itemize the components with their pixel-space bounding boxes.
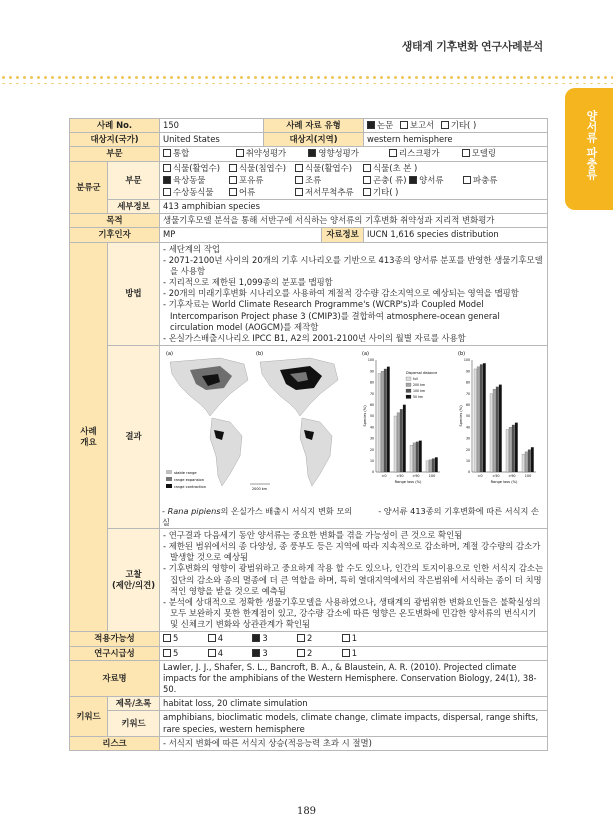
- chart-title-1: (b): [458, 351, 466, 358]
- sector-checkbox-3[interactable]: [389, 149, 397, 157]
- bar-1-1-2: [496, 387, 499, 472]
- taxon-checkbox-7[interactable]: [295, 176, 303, 184]
- climate-factor-label: 기후인자: [70, 228, 160, 242]
- result-figure-svg: [160, 346, 542, 506]
- applicability-option-4: 1: [351, 633, 358, 644]
- bar-1-3-2: [528, 450, 531, 472]
- y-tick-1-0: 0: [467, 470, 471, 475]
- bar-0-3-0: [426, 461, 429, 472]
- row-detail: [70, 200, 548, 214]
- y-tick-1-5: 50: [465, 414, 471, 419]
- discussion-content: [160, 528, 548, 632]
- bar-1-2-0: [506, 430, 509, 473]
- method-line-3: - 20개의 미래기후변화 시나리오를 사용하여 계절적 강수량 감소지역으로 예상되는 영역을 맵핑함: [163, 288, 519, 299]
- bar-1-0-1: [477, 367, 480, 472]
- method-label: 방법: [108, 242, 160, 346]
- row-purpose: [70, 214, 548, 228]
- y-tick-1-8: 80: [465, 380, 471, 385]
- row-urgency: [70, 646, 548, 660]
- taxon-checkbox-14[interactable]: [363, 188, 371, 196]
- y-tick-1-10: 100: [463, 358, 471, 363]
- purpose-value: 생물기후모델 분석을 통해 서반구에 서식하는 양서류의 기후변화 취약성과 지리적 변화평가: [160, 214, 548, 228]
- urgency-option-1: 4: [217, 647, 224, 658]
- discussion-line-1: - 제한된 범위에서의 종 다양성, 종 풍부도 등은 지역에 따라 지속적으로 감소하며, 계절 강수량의 감소가 발생할 것으로 예상됨: [163, 541, 541, 563]
- keyword-kw-value: amphibians, bioclimatic models, climate change, climate impacts, dispersal, range shifts, rare species, western hemisphere: [160, 711, 548, 736]
- header-band: [0, 0, 613, 72]
- discussion-line-0: - 연구결과 다음세기 동안 양서류는 중요한 변화를 겪을 가능성이 큰 것으로 확인됨: [163, 529, 463, 540]
- legend-swatch-0-3: [406, 395, 411, 399]
- taxon-checkbox-0[interactable]: [163, 164, 171, 172]
- taxon-option-6: 포유류: [239, 174, 264, 185]
- applicability-option-3: 2: [307, 633, 313, 644]
- bar-0-0-1: [381, 371, 384, 472]
- legend-title-0: Dispersal distance: [406, 371, 438, 376]
- map-legend: [166, 470, 206, 489]
- y-tick-0-7: 70: [369, 391, 375, 396]
- bar-1-3-3: [531, 447, 534, 472]
- bar-0-2-3: [419, 441, 422, 472]
- map-b: [260, 358, 338, 486]
- taxon-checkbox-11[interactable]: [163, 188, 171, 196]
- legend-stable: stable range: [174, 471, 197, 476]
- taxon-options: [160, 161, 548, 200]
- y-tick-1-2: 20: [465, 447, 471, 452]
- scale-label: 2000 km: [252, 487, 267, 492]
- taxon-group-label: 분류군: [70, 161, 108, 214]
- applicability-option-2: 3: [262, 633, 268, 644]
- urgency-checkbox-3[interactable]: [297, 649, 305, 657]
- caption-right: - 양서류 413종의 기후변화에 따른 서식지 손실: [162, 506, 539, 527]
- y-tick-1-3: 30: [465, 436, 471, 441]
- row-climate-factor: [70, 228, 548, 242]
- legend-label-0-0: full: [413, 377, 418, 382]
- sector-label: 부문: [70, 147, 160, 161]
- applicability-option-0: 5: [173, 633, 179, 644]
- taxon-checkbox-12[interactable]: [229, 188, 237, 196]
- bar-0-3-2: [432, 459, 435, 472]
- x-tick-1-0: >0: [477, 474, 483, 479]
- taxon-checkbox-10[interactable]: [463, 176, 471, 184]
- target-region-label: 대상지(지역): [264, 133, 364, 147]
- y-label-1: Species (%): [459, 405, 464, 427]
- y-tick-1-6: 60: [465, 403, 471, 408]
- method-content: [160, 242, 548, 346]
- taxon-checkbox-8[interactable]: [363, 176, 371, 184]
- bar-1-2-3: [515, 423, 518, 472]
- target-country-value: United States: [160, 133, 264, 147]
- map-a-label: (a): [166, 351, 173, 358]
- taxon-option-14: 기타( ): [373, 186, 399, 197]
- discussion-label: 고찰 (제안/의견): [108, 528, 160, 632]
- caption-left: 의 온실가스 배출시 서식지 변화 모의: [220, 506, 353, 517]
- bar-1-1-3: [499, 385, 502, 472]
- urgency-option-2: 3: [262, 647, 268, 658]
- taxon-option-3: 식물(초 본 ): [373, 162, 418, 173]
- y-tick-1-7: 70: [465, 391, 471, 396]
- detail-value: 413 amphibian species: [160, 200, 548, 214]
- method-line-0: - 세단계의 작업: [163, 243, 220, 254]
- taxon-checkbox-6[interactable]: [229, 176, 237, 184]
- y-tick-0-3: 30: [369, 436, 375, 441]
- target-country-label: 대상지(국가): [70, 133, 160, 147]
- urgency-checkbox-0[interactable]: [163, 649, 171, 657]
- header-dots: [0, 74, 613, 84]
- y-tick-0-2: 20: [369, 447, 375, 452]
- sector-option-3: 리스크평가: [399, 148, 440, 159]
- bar-0-1-1: [397, 413, 400, 472]
- legend-swatch-0-0: [406, 377, 411, 381]
- row-sector: [70, 147, 548, 161]
- side-tab-label: 양서류 파충류: [585, 110, 598, 180]
- taxon-checkbox-3[interactable]: [363, 164, 371, 172]
- bar-1-0-2: [480, 365, 483, 473]
- taxon-option-7: 조류: [305, 174, 322, 185]
- method-line-2: - 지리적으로 제한된 1,099종의 분포를 맵핑함: [163, 277, 333, 288]
- sector-option-1: 취약성평가: [245, 148, 287, 159]
- y-tick-1-9: 90: [465, 369, 471, 374]
- type-checkbox-0[interactable]: [367, 121, 375, 129]
- keyword-title-label: 제목/초록: [108, 697, 160, 711]
- sector-option-2: 영향성평가: [318, 148, 359, 159]
- row-target: [70, 133, 548, 147]
- taxon-checkbox-9[interactable]: [409, 176, 417, 184]
- x-tick-1-2: >90: [508, 474, 516, 479]
- row-reference: [70, 660, 548, 697]
- sector-checkbox-0[interactable]: [163, 149, 171, 157]
- bar-1-1-1: [493, 389, 496, 472]
- type-checkbox-1[interactable]: [400, 121, 408, 129]
- applicability-checkbox-3[interactable]: [297, 634, 305, 642]
- urgency-checkbox-4[interactable]: [342, 649, 350, 657]
- legend-contraction: range contraction: [174, 485, 207, 490]
- taxon-option-1: 식물(침엽수): [239, 162, 287, 173]
- bar-chart-a: [362, 351, 440, 484]
- map-b-label: (b): [256, 351, 264, 358]
- bar-0-2-2: [416, 442, 419, 472]
- sector-checkbox-1[interactable]: [236, 149, 244, 157]
- taxon-option-10: 파충류: [473, 174, 498, 185]
- taxon-option-12: 어류: [239, 186, 256, 197]
- taxon-option-8: 곤충( 류): [373, 174, 407, 185]
- urgency-option-0: 5: [173, 647, 179, 658]
- x-tick-0-0: >0: [381, 474, 387, 479]
- y-tick-1-4: 40: [465, 425, 471, 430]
- header-title: 생태계 기후변화 연구사례분석: [401, 40, 543, 53]
- map-a: [170, 358, 248, 486]
- y-tick-0-4: 40: [369, 425, 375, 430]
- x-tick-0-3: 100: [428, 474, 436, 479]
- taxon-sub-label: 부문: [108, 161, 160, 200]
- applicability-checkbox-2[interactable]: [252, 634, 260, 642]
- detail-label: 세부정보: [108, 200, 160, 214]
- bar-1-2-2: [512, 425, 515, 472]
- x-tick-0-1: >50: [396, 474, 404, 479]
- bar-1-2-1: [509, 427, 512, 472]
- legend-label-0-3: 50 km: [413, 395, 424, 400]
- bar-0-3-3: [435, 458, 438, 473]
- case-overview-label: 사례 개요: [70, 242, 108, 632]
- urgency-options: [160, 646, 548, 660]
- data-info-label: 자료정보: [322, 228, 364, 242]
- case-table: [69, 118, 548, 751]
- bar-1-0-0: [474, 369, 477, 472]
- applicability-options: [160, 632, 548, 646]
- y-tick-0-5: 50: [369, 414, 375, 419]
- case-table-wrap: [69, 118, 547, 751]
- purpose-label: 목적: [70, 214, 160, 228]
- bar-1-3-0: [522, 454, 525, 472]
- legend-swatch-0-2: [406, 389, 411, 393]
- x-label-1: Range loss (%): [490, 480, 518, 485]
- target-region-value: western hemisphere: [364, 133, 548, 147]
- applicability-checkbox-0[interactable]: [163, 634, 171, 642]
- map-panel: [166, 351, 338, 491]
- bar-chart-b: [458, 351, 536, 484]
- keyword-kw-label: 키워드: [108, 711, 160, 736]
- bar-1-3-1: [525, 452, 528, 472]
- sector-options: [160, 147, 548, 161]
- bar-0-0-2: [384, 369, 387, 472]
- urgency-checkbox-2[interactable]: [252, 649, 260, 657]
- case-no-label: 사례 No.: [70, 119, 160, 133]
- sector-option-4: 모델링: [471, 148, 496, 159]
- data-info-value: IUCN 1,616 species distribution: [364, 228, 548, 242]
- bar-0-1-0: [394, 416, 397, 472]
- bar-0-2-0: [410, 445, 413, 472]
- y-tick-0-8: 80: [369, 380, 375, 385]
- bar-0-1-3: [403, 405, 406, 472]
- side-tab: [565, 88, 613, 210]
- taxon-option-9: 양서류: [419, 174, 444, 185]
- row-keyword-kw: [70, 711, 548, 736]
- row-discussion: [70, 528, 548, 632]
- method-line-4: - 기후자료는 World Climate Research Programme's (WCRP's)과 Coupled Model Intercomparison Project phase 3 (CMIP3)를 결합하여 atmosphere-ocean general circulation model (AOGCM)를 제작함: [163, 299, 500, 332]
- legend-swatch-0-1: [406, 383, 411, 387]
- x-label-0: Range loss (%): [394, 480, 422, 485]
- bar-0-0-0: [378, 374, 381, 473]
- taxon-checkbox-13[interactable]: [295, 188, 303, 196]
- case-no-value: 150: [160, 119, 264, 133]
- y-tick-1-1: 10: [465, 459, 471, 464]
- reference-label: 자료명: [70, 660, 160, 697]
- taxon-checkbox-5[interactable]: [163, 176, 171, 184]
- row-risk: [70, 736, 548, 750]
- legend-label-0-2: 100 km: [413, 389, 426, 394]
- urgency-option-4: 1: [351, 647, 358, 658]
- row-case-no: [70, 119, 548, 133]
- sector-checkbox-2[interactable]: [308, 149, 316, 157]
- y-tick-0-6: 60: [369, 403, 375, 408]
- row-applicability: [70, 632, 548, 646]
- y-tick-0-0: 0: [371, 470, 375, 475]
- reference-value: Lawler, J. J., Shafer, S. L., Bancroft, B. A., & Blaustein, A. R. (2010). Projected climate impacts for the amphibians of the Western Hemisphere. Conservation Biology, 24(1), 38-50.: [160, 660, 548, 697]
- keyword-title-value: habitat loss, 20 climate simulation: [160, 697, 548, 711]
- x-tick-0-2: >90: [412, 474, 420, 479]
- applicability-checkbox-4[interactable]: [342, 634, 350, 642]
- urgency-option-3: 2: [307, 647, 313, 658]
- page-number: 189: [296, 806, 317, 817]
- x-tick-1-3: 100: [524, 474, 532, 479]
- method-line-1: - 2071-2100년 사이의 20개의 기후 시나리오를 기반으로 413종의 양서류 분포를 반영한 생물기후모델을 사용함: [163, 254, 543, 276]
- risk-value: - 서식지 변화에 따른 서식지 상승(적응능력 초과 시 절멸): [160, 736, 548, 750]
- legend-label-0-1: 200 km: [413, 383, 426, 388]
- taxon-option-0: 식물(활엽수): [173, 162, 221, 173]
- bar-0-3-1: [429, 460, 432, 472]
- discussion-line-2: - 기후변화의 영향이 광범위하고 중요하게 작용 할 수도 있으나, 인간의 토지이용으로 인한 서식지 감소는 집단의 감소와 종의 멸종에 더 큰 역할을 하며, 특히 열대지역에서의 작은범위에 서식하는 종이 더 치명적인 영향을 받을 것으로 예측됨: [163, 563, 544, 596]
- row-taxon: [70, 161, 548, 200]
- bar-1-0-3: [483, 363, 486, 472]
- y-tick-0-1: 10: [369, 459, 375, 464]
- result-content: [160, 346, 548, 529]
- applicability-label: 적용가능성: [70, 632, 160, 646]
- type-label: 사례 자료 유형: [264, 119, 364, 133]
- type-option-2: 기타( ): [450, 120, 477, 130]
- method-line-5: - 온실가스배출시나리오 IPCC B1, A2의 2001-2100년 사이의 월별 자료를 사용함: [163, 332, 466, 343]
- risk-label: 리스크: [70, 736, 160, 750]
- discussion-line-3: - 분석에 상대적으로 정확한 생물기후모델을 사용하였으나, 생태계의 광범위한 변화요인들은 불확실성의 모두 보완하지 못한 한계점이 있고, 강수량 감소에 따른 영향은 온도변화에 민감한 양서류의 번식시기 및 신체크기 변화와 상관관계가 확인됨: [163, 596, 541, 630]
- result-label: 결과: [108, 346, 160, 529]
- legend-expansion: range expansion: [174, 478, 204, 483]
- chart-title-0: (a): [362, 351, 369, 358]
- sector-option-0: 통합: [173, 148, 190, 159]
- result-caption: - Rana pipiens의 온실가스 배출시 서식지 변화 모의 - 양서류 413종의 기후변화에 따른 서식지 손실: [162, 506, 539, 527]
- applicability-checkbox-1[interactable]: [208, 634, 216, 642]
- taxon-option-5: 육상동물: [173, 174, 206, 185]
- taxon-option-11: 수상동식물: [173, 186, 214, 197]
- taxon-option-2: 식물(활엽수): [305, 162, 353, 173]
- row-method: [70, 242, 548, 346]
- type-checkbox-2[interactable]: [441, 121, 449, 129]
- sector-checkbox-4[interactable]: [462, 149, 470, 157]
- taxon-checkbox-1[interactable]: [229, 164, 237, 172]
- type-option-0: 논문: [377, 120, 394, 130]
- applicability-option-1: 4: [217, 633, 224, 644]
- climate-factor-value: MP: [160, 228, 322, 242]
- taxon-checkbox-2[interactable]: [295, 164, 303, 172]
- bar-0-2-1: [413, 443, 416, 472]
- row-keyword-title: [70, 697, 548, 711]
- urgency-label: 연구시급성: [70, 646, 160, 660]
- y-tick-0-9: 90: [369, 369, 375, 374]
- type-option-1: 보고서: [409, 120, 435, 130]
- y-label-0: Species (%): [363, 405, 368, 427]
- urgency-checkbox-1[interactable]: [208, 649, 216, 657]
- keyword-label: 키워드: [70, 697, 108, 737]
- caption-species: Rana pipiens: [167, 506, 221, 517]
- bar-0-0-3: [387, 367, 390, 472]
- bar-0-1-2: [400, 409, 403, 472]
- y-tick-0-10: 100: [367, 358, 375, 363]
- taxon-option-13: 저서무척추류: [305, 186, 354, 197]
- result-figure: [160, 346, 547, 506]
- bar-1-1-0: [490, 394, 493, 472]
- x-tick-1-1: >50: [492, 474, 500, 479]
- row-result: [70, 346, 548, 529]
- type-options: [364, 119, 548, 133]
